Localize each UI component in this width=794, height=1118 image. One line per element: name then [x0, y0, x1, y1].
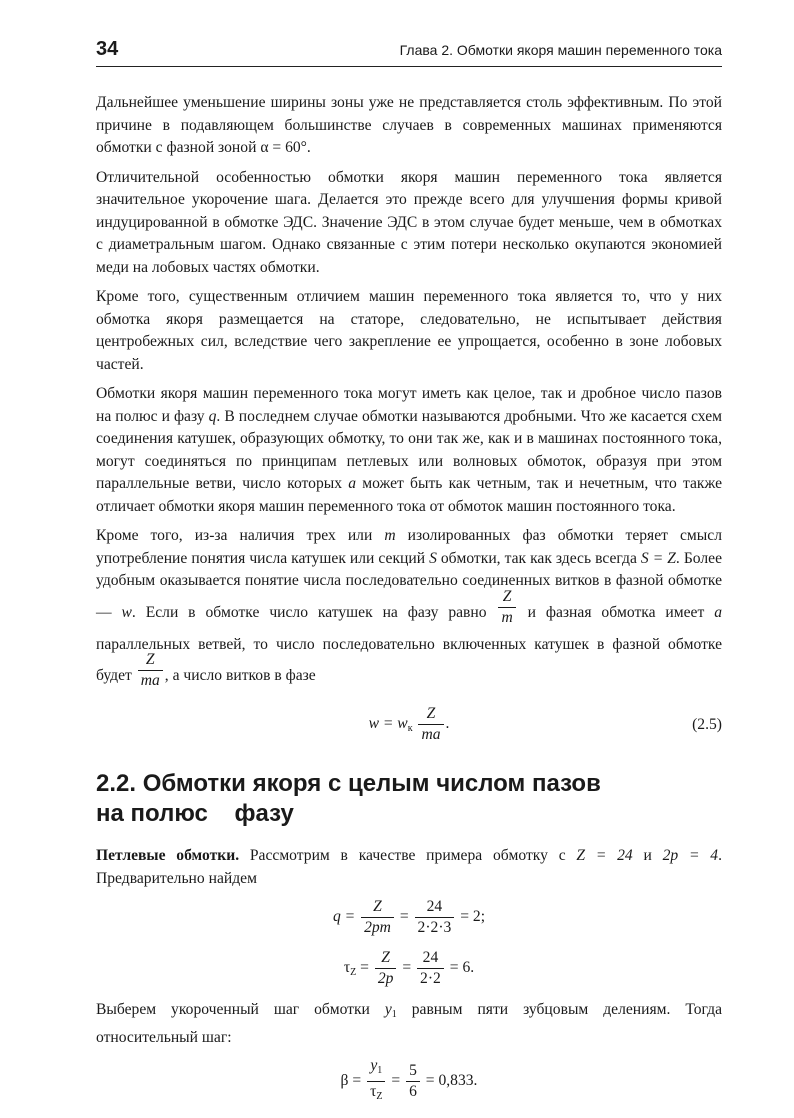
eq-tau-subscript: Z: [350, 967, 357, 979]
p7-var-y: y: [384, 1001, 392, 1018]
equation-2-5: [96, 704, 722, 745]
fraction-denominator: [367, 1081, 385, 1107]
fraction-numerator: Z: [381, 949, 390, 966]
p4-text-b: . В последнем случае обмотки называются дробными. Что же касается схем соединения катушек, образующих обмотку, то они так же, как и в машинах постоянного тока, могут соединяться по принципам петлевых или волновых обмоток, образуя при этом параллельные ветви, число которых: [96, 407, 722, 492]
eq-beta-fraction-1: [367, 1056, 385, 1107]
p4-var-q: q: [208, 407, 217, 425]
eq-beta-num-subscript: 1: [377, 1065, 383, 1076]
eq-tau-fraction-1: [375, 948, 397, 989]
p6-text-2: . Предварительно найдем: [96, 847, 722, 887]
eq-tau-equals-0: =: [360, 959, 369, 977]
fraction-numerator: Z: [373, 898, 382, 915]
p7-var-y-subscript: 1: [391, 1009, 397, 1020]
eq-tau-fraction-2: [417, 948, 444, 989]
eq-beta-den-var: τ: [370, 1083, 377, 1100]
eq-q-lhs: q =: [332, 908, 356, 926]
paragraph-7: [96, 999, 722, 1049]
p6-eq-2p: 2p = 4: [662, 847, 719, 864]
p5-text-4: . Более удобным оказывается понятие числа последовательно соединенных витков в фазной обмотке —: [96, 549, 722, 621]
p6-text-1: Рассмотрим в качестве примера обмотку с: [239, 847, 577, 864]
paragraph-6: [96, 845, 722, 890]
fraction-numerator: 24: [422, 949, 439, 966]
paragraph-5: [96, 525, 722, 697]
fraction-z-over-m: [498, 587, 515, 628]
paragraph-1: Дальнейшее уменьшение ширины зоны уже не представляется столь эффективным. По этой причине в подавляющем большинстве случаев в современных машинах применяются обмотки с фазной зоной α = 60°.: [96, 94, 722, 156]
fraction-z-over-ma: [138, 650, 163, 691]
fraction-denominator: 2pm: [361, 917, 394, 938]
p5-var-a: a: [714, 603, 722, 621]
fraction-denominator: ma: [418, 724, 443, 745]
eq25-lhs: w = w: [368, 715, 408, 733]
eq-q-fraction-2: [415, 897, 455, 938]
p5-text-6: и фазная обмотка имеет: [517, 603, 715, 621]
p5-var-m: m: [384, 527, 396, 544]
section-heading-line-2: на полюс фазу: [96, 800, 294, 827]
p5-text-3: обмотки, так как здесь всегда: [436, 549, 641, 567]
header-rule: [96, 66, 722, 67]
p6-and: и: [632, 847, 663, 864]
running-header-chapter: Глава 2. Обмотки якоря машин переменного тока: [399, 42, 722, 58]
eq-beta-tail: = 0,833.: [425, 1072, 478, 1090]
eq25-fraction: [418, 704, 443, 745]
p5-text-5: . Если в обмотке число катушек на фазу равно: [131, 603, 497, 621]
equation-tau: [96, 948, 722, 989]
paragraph-3: Кроме того, существенным отличием машин переменного тока является то, что у них обмотка якоря размещается на статоре, следовательно, не испытывает действия центробежных сил, вследствие чего закрепление ее упрощается, особенно в зоне лобовых частей.: [96, 288, 722, 373]
eq-beta-equals: =: [391, 1072, 401, 1090]
eq-q-tail: = 2;: [460, 908, 486, 926]
eq25-tail: .: [445, 715, 450, 733]
eq-tau-tail: = 6.: [449, 959, 475, 977]
fraction-numerator: Z: [426, 705, 436, 722]
eq-beta-den-subscript: Z: [376, 1091, 383, 1102]
fraction-denominator: 2p: [375, 968, 397, 989]
eq-q-equals: =: [399, 908, 409, 926]
paragraph-4: [96, 383, 722, 518]
p5-var-w: w: [121, 603, 132, 621]
fraction-numerator: 5: [409, 1062, 417, 1079]
fraction-denominator: 2·2·3: [415, 917, 455, 938]
p5-text-8: , а число витков в фазе: [164, 667, 316, 685]
eq-tau-lhs: τ: [343, 959, 351, 977]
eq-q-fraction-1: [361, 897, 394, 938]
p4-var-a: a: [348, 475, 357, 492]
section-heading: [96, 769, 722, 829]
p7-text-1: Выберем укороченный шаг обмотки: [96, 1001, 385, 1018]
p5-text-1: Кроме того, из-за наличия трех или: [96, 527, 385, 544]
page-number: 34: [96, 38, 119, 60]
eq-beta-lhs: β =: [340, 1072, 362, 1090]
fraction-numerator: Z: [145, 651, 155, 668]
equation-q: [96, 897, 722, 938]
fraction-denominator: m: [498, 607, 515, 628]
fraction-numerator: 24: [426, 898, 443, 915]
run-in-heading: Петлевые обмотки.: [96, 847, 240, 864]
p4-text-a: Обмотки якоря машин переменного тока могут иметь как целое, так и дробное число пазов на полюс и фазу: [96, 385, 722, 425]
eq-beta-fraction-2: [406, 1061, 420, 1102]
equation-beta: [96, 1056, 722, 1107]
p5-eq-s-z: S = Z: [640, 549, 676, 567]
p5-text-2: изолированных фаз обмотки теряет смысл употребление понятия числа катушек или секций: [96, 527, 722, 567]
fraction-denominator: ma: [138, 670, 163, 691]
p4-text-c: может быть как четным, так и нечетным, что также отличает обмотки якоря машин переменного тока от обмоток машин постоянного тока.: [96, 475, 722, 515]
section-heading-line-1: 2.2. Обмотки якоря с целым числом пазов: [96, 770, 601, 797]
fraction-numerator: [367, 1056, 385, 1081]
fraction-numerator: Z: [502, 587, 512, 605]
equation-number: (2.5): [692, 715, 722, 733]
p6-eq-z: Z = 24: [576, 847, 633, 864]
eq25-subscript: к: [407, 723, 413, 735]
fraction-denominator: 6: [406, 1081, 420, 1102]
eq-beta-num-var: y: [370, 1057, 378, 1074]
fraction-denominator: 2·2: [417, 968, 444, 989]
p5-text-7: параллельных ветвей, то число последовательно включенных катушек в фазной обмотке будет: [96, 635, 722, 685]
p5-var-s: S: [429, 549, 437, 567]
eq-tau-equals: =: [402, 959, 412, 977]
page-body: [96, 92, 722, 1117]
paragraph-2: Отличительной особенностью обмотки якоря машин переменного тока является значительное укорочение шага. Делается это прежде всего для улучшения формы кривой индуцированной в обмотке ЭДС. Значение ЭДС в этом случае будет меньше, чем в обмотках с диаметральным шагом. Однако связанные с этим потери несколько окупаются экономией меди на лобовых частях обмотки.: [96, 168, 722, 276]
p7-text-2: равным пяти зубцовым делениям. Тогда относительный шаг:: [96, 1001, 722, 1046]
